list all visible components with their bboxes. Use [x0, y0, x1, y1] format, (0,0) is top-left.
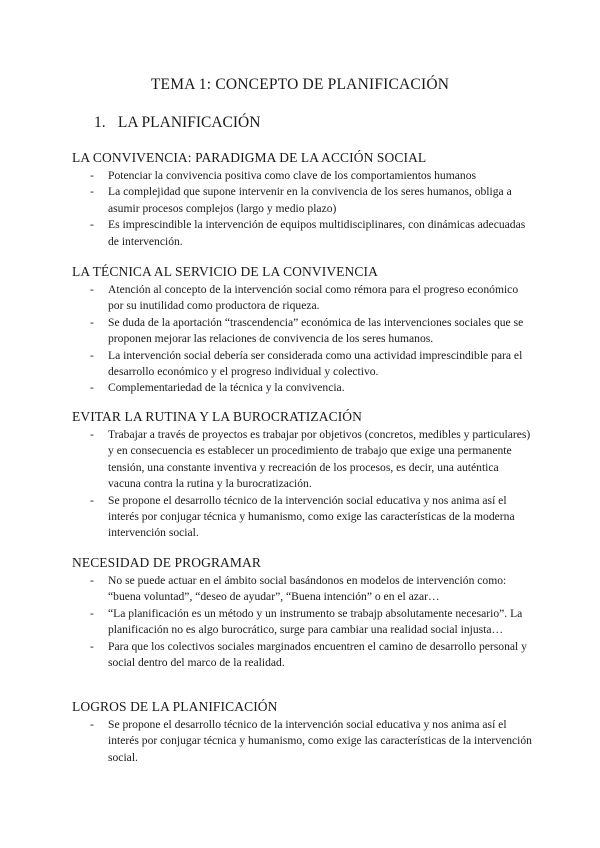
- section-title: EVITAR LA RUTINA Y LA BUROCRATIZACIÓN: [72, 409, 362, 424]
- list-item: - Trabajar a través de proyectos es trabajar por objetivos (concretos, medibles y particulares) y en consecuencia es establecer un procedimiento de trabajo que exige una permanente tensión, una constante inventiva y recreación de los procesos, es decir, una auténtica vacuna contra la rutina y la burocratización.: [90, 428, 531, 491]
- list-item: - Es imprescindible la intervención de equipos multidisciplinares, con dinámicas adecuadas de intervención.: [90, 218, 526, 248]
- dash-bullet: -: [90, 283, 94, 296]
- dash-bullet: -: [90, 639, 94, 653]
- bullet-list: [72, 717, 532, 766]
- bullet-list: [72, 282, 532, 397]
- heading-number: 1.: [94, 114, 106, 131]
- section-title: NECESIDAD DE PROGRAMAR: [72, 555, 261, 570]
- section-rutina: [72, 408, 532, 542]
- section-logros: [72, 698, 532, 766]
- dash-bullet: -: [90, 185, 94, 199]
- bullet-list: [72, 573, 532, 671]
- list-item: - Se duda de la aportación “trascendencia” económica de las intervenciones sociales que se proponen mejorar las relaciones de convivencia de los seres humanos.: [90, 315, 524, 346]
- section-title: LA TÉCNICA AL SERVICIO DE LA CONVIVENCIA: [72, 264, 378, 279]
- list-item: - Se propone el desarrollo técnico de la intervención social educativa y nos anima así el interés por conjugar técnica y humanismo, como exige las características de la moderna intervención social.: [90, 493, 515, 540]
- list-item: - Complementariedad de la técnica y la convivencia.: [72, 380, 532, 396]
- section-convivencia: [72, 149, 532, 250]
- list-item: - Atención al concepto de la intervención social como rémora para el progreso económico por su inutilidad como productora de riqueza.: [90, 283, 519, 313]
- dash-bullet: -: [90, 606, 94, 620]
- list-item: - La intervención social debería ser considerada como una actividad imprescindible para el desarrollo económico y el progreso individual y colectivo.: [90, 348, 523, 379]
- heading-1: [94, 114, 260, 132]
- list-item: - Se propone el desarrollo técnico de la intervención social educativa y nos anima así el interés por conjugar técnica y humanismo, como exige las características de la intervención social.: [90, 718, 532, 764]
- bullet-list: [72, 427, 532, 542]
- list-item: - La complejidad que supone intervenir en la convivencia de los seres humanos, obliga a asumir procesos complejos (largo y medio plazo): [90, 185, 512, 215]
- dash-bullet: -: [90, 315, 94, 329]
- dash-bullet: -: [90, 493, 94, 507]
- section-title: LOGROS DE LA PLANIFICACIÓN: [72, 699, 278, 714]
- list-item: - Para que los colectivos sociales marginados encuentren el camino de desarrollo personal y social dentro del marco de la realidad.: [90, 639, 527, 670]
- dash-bullet: -: [90, 169, 94, 182]
- page-title: TEMA 1: CONCEPTO DE PLANIFICACIÓN: [150, 76, 450, 93]
- section-tecnica: [72, 263, 532, 397]
- bullet-list: [72, 168, 532, 250]
- list-item: - No se puede actuar en el ámbito social basándonos en modelos de intervención como: “buena voluntad”, “deseo de ayudar”, “Buena intención” o en el azar…: [90, 574, 507, 604]
- dash-bullet: -: [90, 218, 94, 232]
- dash-bullet: -: [90, 428, 94, 441]
- dash-bullet: -: [90, 381, 94, 395]
- list-item: - Potenciar la convivencia positiva como clave de los comportamientos humanos: [72, 168, 532, 184]
- heading-text: LA PLANIFICACIÓN: [117, 114, 261, 131]
- dash-bullet: -: [90, 348, 94, 362]
- dash-bullet: -: [90, 718, 94, 731]
- section-programar: [72, 554, 532, 671]
- list-item: - “La planificación es un método y un instrumento se trabajp absolutamente necesario”. La planificación no es algo burocrático, surge para cambiar una realidad social injusta…: [90, 606, 523, 637]
- section-title: LA CONVIVENCIA: PARADIGMA DE LA ACCIÓN SOCIAL: [72, 150, 427, 165]
- dash-bullet: -: [90, 574, 94, 587]
